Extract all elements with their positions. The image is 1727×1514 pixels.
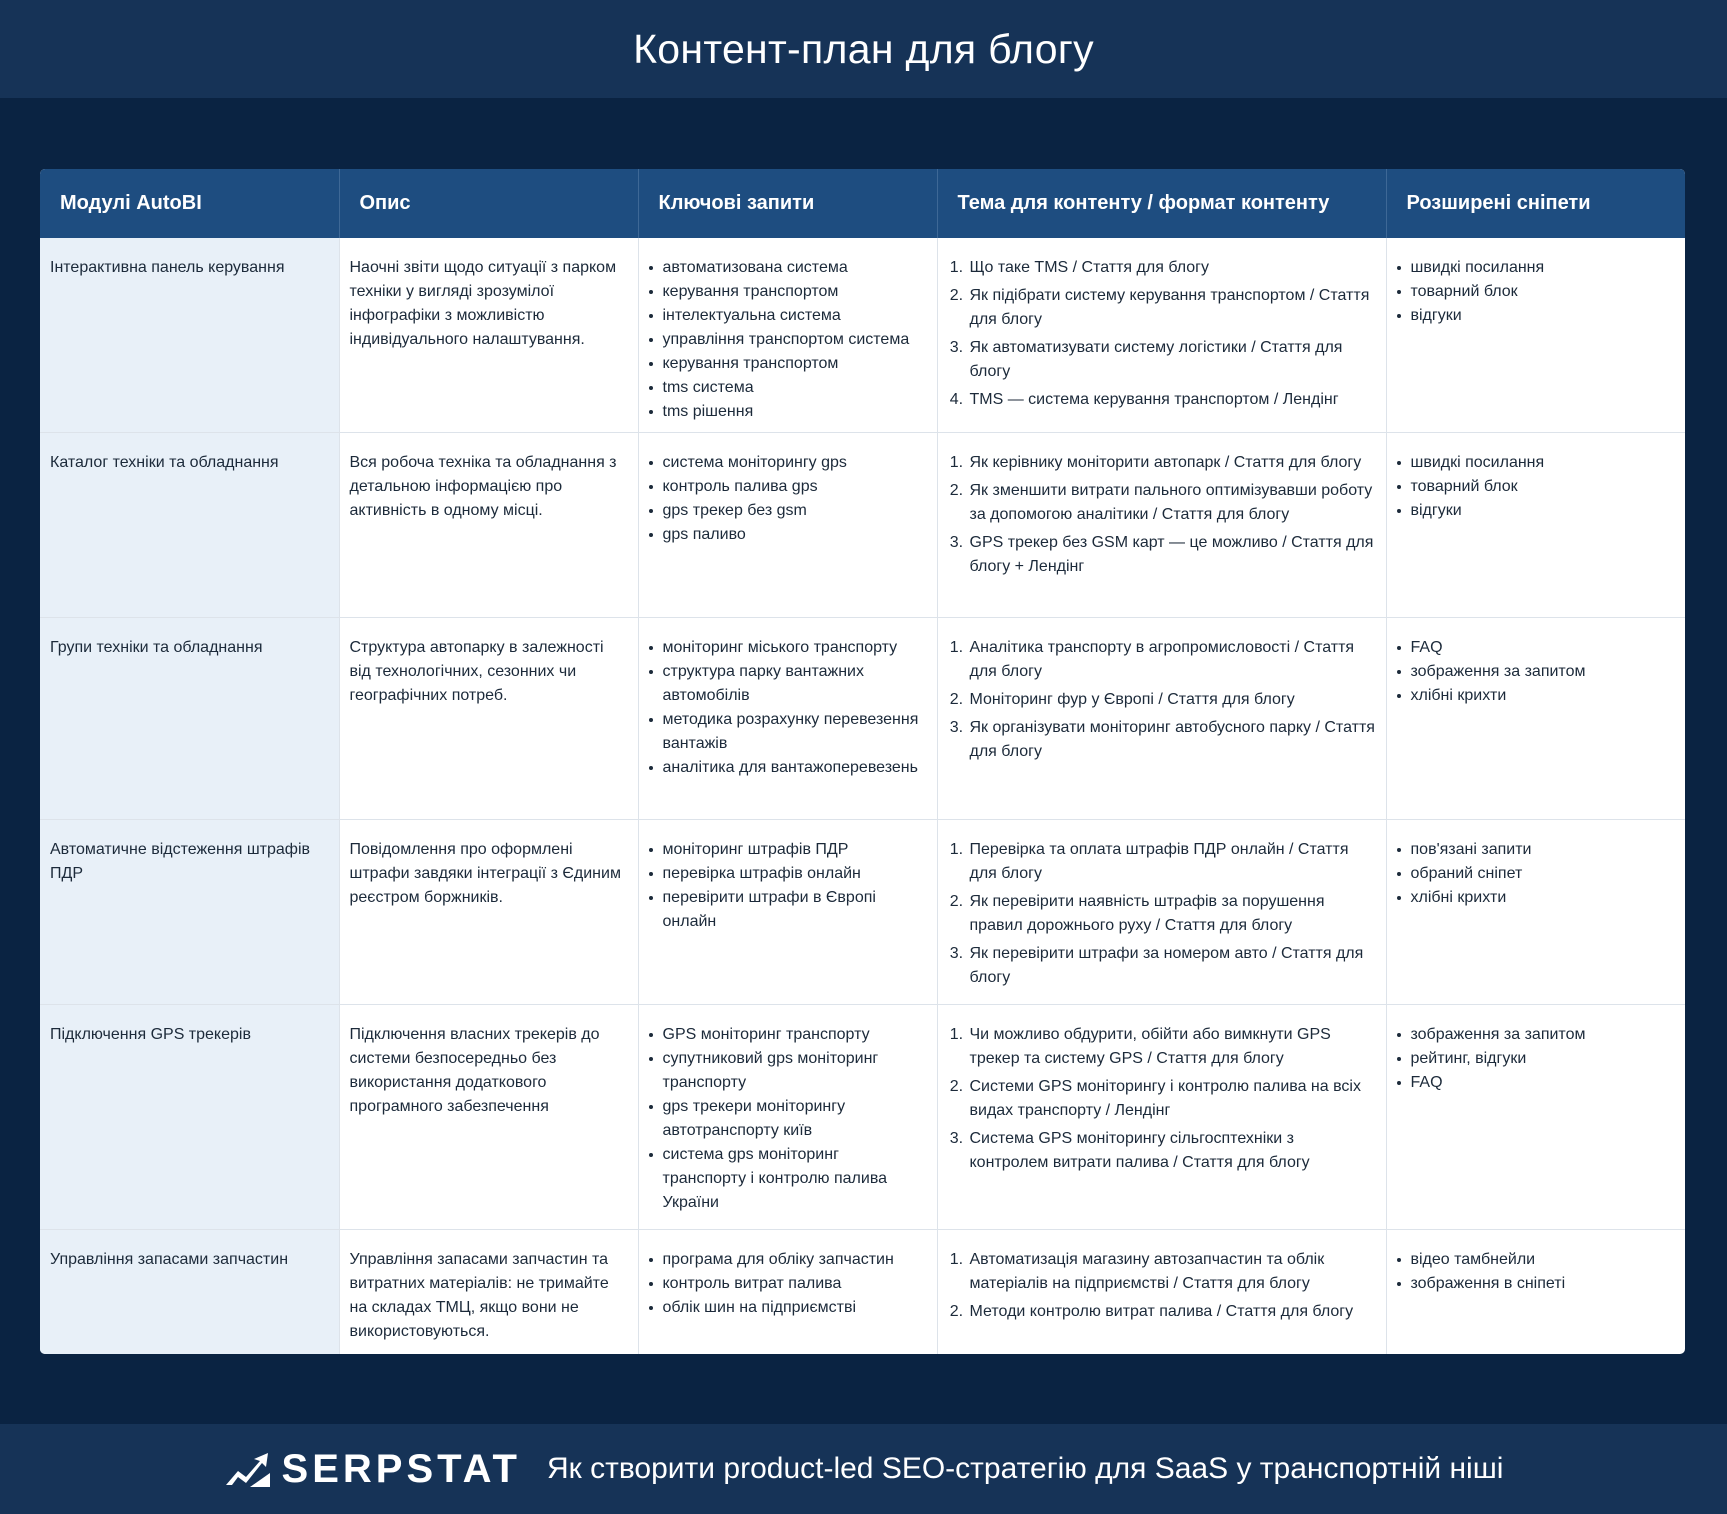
topics-cell xyxy=(937,433,1386,618)
topic-item: 1. Що таке TMS / Стаття для блогу xyxy=(968,256,1376,280)
keyword-item: інтелектуальна система xyxy=(649,304,927,328)
topic-item: 1. Як керівнику моніторити автопарк / Стаття для блогу xyxy=(968,451,1376,475)
page-title: Контент-план для блогу xyxy=(633,25,1094,72)
topic-item: 1. Перевірка та оплата штрафів ПДР онлайн / Стаття для блогу xyxy=(968,838,1376,886)
snippet-item: пов'язані запити xyxy=(1397,838,1676,862)
brand-name: SERPSTAT xyxy=(281,1446,521,1491)
topic-item: 1. Аналітика транспорту в агропромисловості / Стаття для блогу xyxy=(968,636,1376,684)
keyword-item: моніторинг міського транспорту xyxy=(649,636,927,660)
keyword-item: система моніторингу gps xyxy=(649,451,927,475)
topic-item: 2. Системи GPS моніторингу і контролю палива на всіх видах транспорту / Лендінг xyxy=(968,1075,1376,1123)
topics-cell xyxy=(937,1005,1386,1230)
snippet-item: швидкі посилання xyxy=(1397,451,1676,475)
serpstat-logo-icon xyxy=(224,1449,272,1489)
module-name: Групи техніки та обладнання xyxy=(40,618,339,820)
module-description: Вся робоча техніка та обладнання з детальною інформацією про активність в одному місці. xyxy=(339,433,638,618)
keyword-item: методика розрахунку перевезення вантажів xyxy=(649,708,927,756)
snippets-list xyxy=(1397,636,1676,708)
snippets-cell xyxy=(1386,238,1685,433)
keyword-item: gps трекер без gsm xyxy=(649,499,927,523)
keyword-item: управління транспортом система xyxy=(649,328,927,352)
snippet-item: хлібні крихти xyxy=(1397,886,1676,910)
keyword-item: супутниковий gps моніторинг транспорту xyxy=(649,1047,927,1095)
keyword-item: перевірити штрафи в Європі онлайн xyxy=(649,886,927,934)
serpstat-logo xyxy=(224,1447,521,1492)
snippet-item: відгуки xyxy=(1397,499,1676,523)
keywords-cell xyxy=(638,1005,937,1230)
module-description: Управління запасами запчастин та витратних матеріалів: не тримайте на складах ТМЦ, якщо вони не використовуються. xyxy=(339,1230,638,1355)
module-description: Структура автопарку в залежності від технологічних, сезонних чи географічних потреб. xyxy=(339,618,638,820)
snippet-item: рейтинг, відгуки xyxy=(1397,1047,1676,1071)
keyword-item: керування транспортом xyxy=(649,352,927,376)
keywords-cell xyxy=(638,1230,937,1355)
topic-item: 1. Автоматизація магазину автозапчастин та облік матеріалів на підприємстві / Стаття для блогу xyxy=(968,1248,1376,1296)
column-header-topics: Тема для контенту / формат контенту xyxy=(937,169,1386,238)
topics-list xyxy=(948,838,1376,990)
keyword-item: tms рішення xyxy=(649,400,927,424)
snippet-item: відгуки xyxy=(1397,304,1676,328)
snippets-cell xyxy=(1386,618,1685,820)
column-header-modules: Модулі AutoBI xyxy=(40,169,339,238)
snippets-list xyxy=(1397,451,1676,523)
topics-list xyxy=(948,1023,1376,1175)
keyword-item: GPS моніторинг транспорту xyxy=(649,1023,927,1047)
topics-cell xyxy=(937,238,1386,433)
topic-item: 3. Як організувати моніторинг автобусного парку / Стаття для блогу xyxy=(968,716,1376,764)
snippet-item: товарний блок xyxy=(1397,475,1676,499)
keyword-item: gps паливо xyxy=(649,523,927,547)
topic-item: 2. Як підібрати систему керування транспортом / Стаття для блогу xyxy=(968,284,1376,332)
topic-item: 3. GPS трекер без GSM карт — це можливо / Стаття для блогу + Лендінг xyxy=(968,531,1376,579)
topics-list xyxy=(948,636,1376,764)
snippet-item: зображення в сніпеті xyxy=(1397,1272,1676,1296)
keywords-cell xyxy=(638,820,937,1005)
column-header-description: Опис xyxy=(339,169,638,238)
snippet-item: FAQ xyxy=(1397,636,1676,660)
snippets-list xyxy=(1397,1023,1676,1095)
keyword-item: моніторинг штрафів ПДР xyxy=(649,838,927,862)
keyword-item: програма для обліку запчастин xyxy=(649,1248,927,1272)
keyword-item: структура парку вантажних автомобілів xyxy=(649,660,927,708)
snippet-item: швидкі посилання xyxy=(1397,256,1676,280)
topic-item: 2. Моніторинг фур у Європі / Стаття для блогу xyxy=(968,688,1376,712)
topics-cell xyxy=(937,1230,1386,1355)
footer-bar xyxy=(0,1424,1727,1514)
table-row xyxy=(40,618,1685,820)
keyword-item: автоматизована система xyxy=(649,256,927,280)
keywords-list xyxy=(649,838,927,934)
table-header-row xyxy=(40,169,1685,238)
topics-list xyxy=(948,256,1376,412)
keywords-cell xyxy=(638,433,937,618)
snippets-cell xyxy=(1386,433,1685,618)
header-bar xyxy=(0,0,1727,98)
table-row xyxy=(40,820,1685,1005)
keyword-item: контроль палива gps xyxy=(649,475,927,499)
keywords-list xyxy=(649,1248,927,1320)
snippet-item: зображення за запитом xyxy=(1397,1023,1676,1047)
topic-item: 3. Як автоматизувати систему логістики / Стаття для блогу xyxy=(968,336,1376,384)
snippet-item: хлібні крихти xyxy=(1397,684,1676,708)
topics-cell xyxy=(937,618,1386,820)
table-row xyxy=(40,1230,1685,1355)
module-description: Підключення власних трекерів до системи безпосередньо без використання додаткового програмного забезпечення xyxy=(339,1005,638,1230)
topic-item: 4. TMS — система керування транспортом / Лендінг xyxy=(968,388,1376,412)
topic-item: 3. Як перевірити штрафи за номером авто / Стаття для блогу xyxy=(968,942,1376,990)
keywords-list xyxy=(649,256,927,424)
snippet-item: зображення за запитом xyxy=(1397,660,1676,684)
topic-item: 2. Як зменшити витрати пального оптимізувавши роботу за допомогою аналітики / Стаття для блогу xyxy=(968,479,1376,527)
snippet-item: відео тамбнейли xyxy=(1397,1248,1676,1272)
snippet-item: обраний сніпет xyxy=(1397,862,1676,886)
keyword-item: система gps моніторинг транспорту і контролю палива України xyxy=(649,1143,927,1215)
topic-item: 1. Чи можливо обдурити, обійти або вимкнути GPS трекер та систему GPS / Стаття для блогу xyxy=(968,1023,1376,1071)
snippets-cell xyxy=(1386,1005,1685,1230)
module-description: Наочні звіти щодо ситуації з парком техніки у вигляді зрозумілої інфографіки з можливістю індивідуального налаштування. xyxy=(339,238,638,433)
keyword-item: контроль витрат палива xyxy=(649,1272,927,1296)
snippets-cell xyxy=(1386,1230,1685,1355)
keywords-cell xyxy=(638,618,937,820)
keyword-item: облік шин на підприємстві xyxy=(649,1296,927,1320)
snippet-item: товарний блок xyxy=(1397,280,1676,304)
snippets-list xyxy=(1397,1248,1676,1296)
keyword-item: аналітика для вантажоперевезень xyxy=(649,756,927,780)
content-plan-table xyxy=(40,169,1685,1354)
keywords-list xyxy=(649,636,927,780)
footer-caption: Як створити product-led SEO-стратегію для SaaS у транспортній ніші xyxy=(546,1452,1504,1485)
topics-list xyxy=(948,1248,1376,1324)
column-header-keywords: Ключові запити xyxy=(638,169,937,238)
keywords-list xyxy=(649,1023,927,1215)
snippets-list xyxy=(1397,256,1676,328)
snippets-cell xyxy=(1386,820,1685,1005)
keyword-item: керування транспортом xyxy=(649,280,927,304)
topic-item: 2. Як перевірити наявність штрафів за порушення правил дорожнього руху / Стаття для блогу xyxy=(968,890,1376,938)
topics-list xyxy=(948,451,1376,579)
module-name: Автоматичне відстеження штрафів ПДР xyxy=(40,820,339,1005)
topic-item: 2. Методи контролю витрат палива / Стаття для блогу xyxy=(968,1300,1376,1324)
keyword-item: перевірка штрафів онлайн xyxy=(649,862,927,886)
keywords-cell xyxy=(638,238,937,433)
table-row xyxy=(40,238,1685,433)
snippets-list xyxy=(1397,838,1676,910)
column-header-snippets: Розширені сніпети xyxy=(1386,169,1685,238)
topics-cell xyxy=(937,820,1386,1005)
topic-item: 3. Система GPS моніторингу сільгосптехніки з контролем витрати палива / Стаття для блогу xyxy=(968,1127,1376,1175)
table-row xyxy=(40,433,1685,618)
keyword-item: tms система xyxy=(649,376,927,400)
table-row xyxy=(40,1005,1685,1230)
module-name: Управління запасами запчастин xyxy=(40,1230,339,1355)
module-name: Інтерактивна панель керування xyxy=(40,238,339,433)
keywords-list xyxy=(649,451,927,547)
module-name: Каталог техніки та обладнання xyxy=(40,433,339,618)
module-description: Повідомлення про оформлені штрафи завдяки інтеграції з Єдиним реєстром боржників. xyxy=(339,820,638,1005)
keyword-item: gps трекери моніторингу автотранспорту київ xyxy=(649,1095,927,1143)
snippet-item: FAQ xyxy=(1397,1071,1676,1095)
content-plan-table-container xyxy=(40,169,1685,1354)
module-name: Підключення GPS трекерів xyxy=(40,1005,339,1230)
